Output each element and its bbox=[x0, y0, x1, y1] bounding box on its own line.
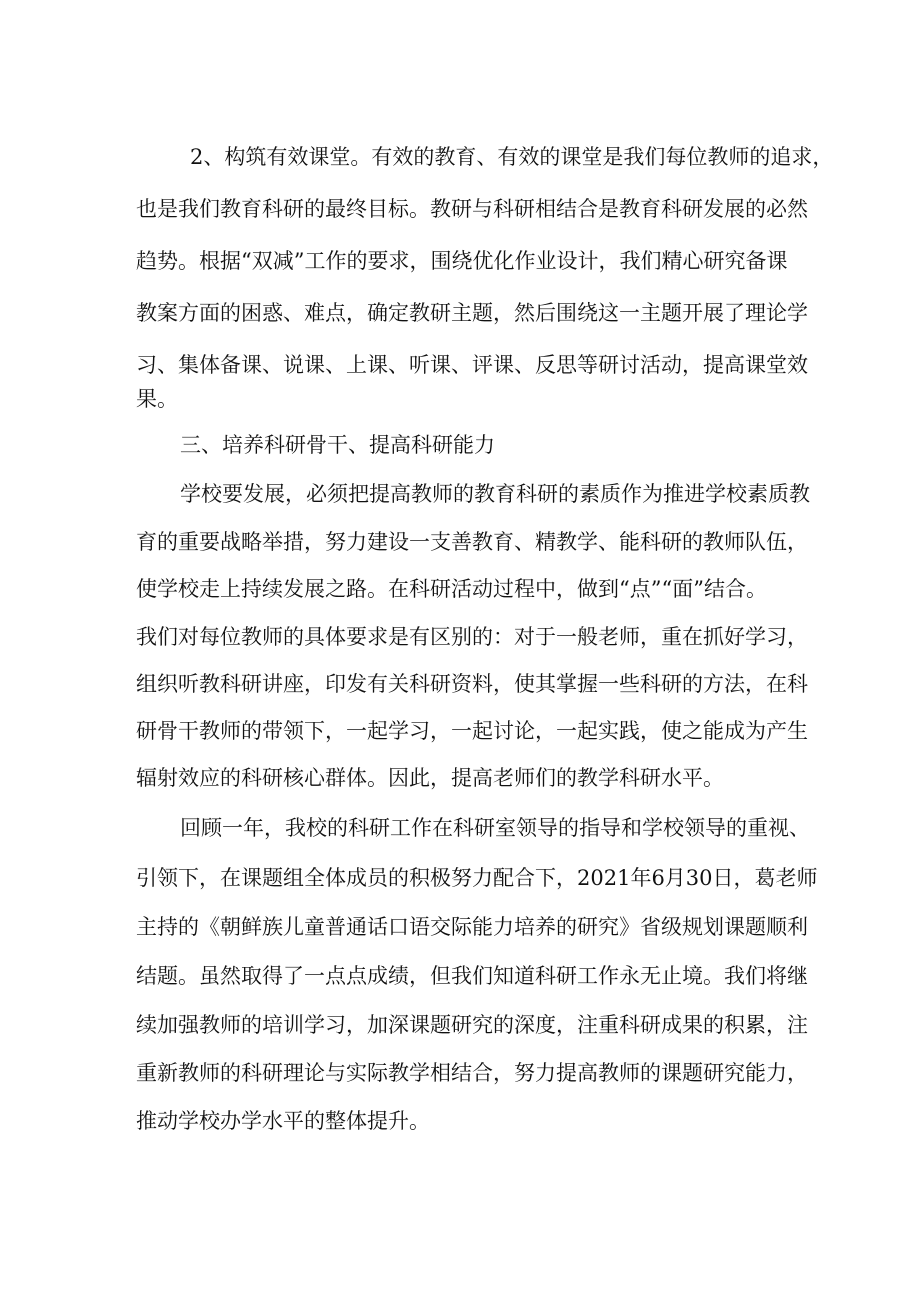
paragraph-2-line-6: 研骨干教师的带领下，一起学习，一起讨论，一起实践，使之能成为产生 bbox=[136, 719, 808, 743]
paragraph-3-line-7: 推动学校办学水平的整体提升。 bbox=[136, 1109, 430, 1133]
paragraph-2-line-2: 育的重要战略举措，努力建设一支善教育、精教学、能科研的教师队伍， bbox=[136, 530, 808, 554]
paragraph-1-line-2: 也是我们教育科研的最终目标。教研与科研相结合是教育科研发展的必然 bbox=[136, 197, 808, 221]
paragraph-2-line-1: 学校要发展，必须把提高教师的教育科研的素质作为推进学校素质教 bbox=[180, 482, 810, 506]
paragraph-3-line-6: 重新教师的科研理论与实际教学相结合，努力提高教师的课题研究能力， bbox=[136, 1061, 808, 1085]
paragraph-2-line-5: 组织听教科研讲座，印发有关科研资料，使其掌握一些科研的方法，在科 bbox=[136, 672, 808, 696]
paragraph-2-line-7: 辐射效应的科研核心群体。因此，提高老师们的教学科研水平。 bbox=[136, 766, 724, 790]
paragraph-3-line-3: 主持的《朝鲜族儿童普通话口语交际能力培养的研究》省级规划课题顺利 bbox=[136, 915, 808, 939]
paragraph-3-line-1: 回顾一年，我校的科研工作在科研室领导的指导和学校领导的重视、 bbox=[180, 816, 810, 840]
paragraph-3-line-5: 续加强教师的培训学习，加深课题研究的深度，注重科研成果的积累，注 bbox=[136, 1013, 808, 1037]
paragraph-1-line-5: 习、集体备课、说课、上课、听课、评课、反思等研讨活动，提高课堂效 bbox=[136, 353, 808, 377]
paragraph-3-line-4: 结题。虽然取得了一点点成绩，但我们知道科研工作永无止境。我们将继 bbox=[136, 964, 808, 988]
paragraph-2-line-3: 使学校走上持续发展之路。在科研活动过程中，做到“点”“面”结合。 bbox=[136, 577, 767, 601]
paragraph-1-line-3: 趋势。根据“双减”工作的要求，围绕优化作业设计，我们精心研究备课 bbox=[136, 249, 788, 273]
section-heading-3: 三、培养科研骨干、提高科研能力 bbox=[180, 433, 495, 457]
paragraph-1-line-6: 果。 bbox=[136, 387, 178, 411]
paragraph-2-line-4: 我们对每位教师的具体要求是有区别的：对于一般老师，重在抓好学习， bbox=[136, 625, 808, 649]
paragraph-3-line-2: 引领下，在课题组全体成员的积极努力配合下，2021年6月30日，葛老师 bbox=[136, 866, 818, 890]
paragraph-1-line-4: 教案方面的困惑、难点，确定教研主题，然后围绕这一主题开展了理论学 bbox=[136, 301, 808, 325]
paragraph-1-line-1: 2、构筑有效课堂。有效的教育、有效的课堂是我们每位教师的追求， bbox=[190, 145, 834, 169]
